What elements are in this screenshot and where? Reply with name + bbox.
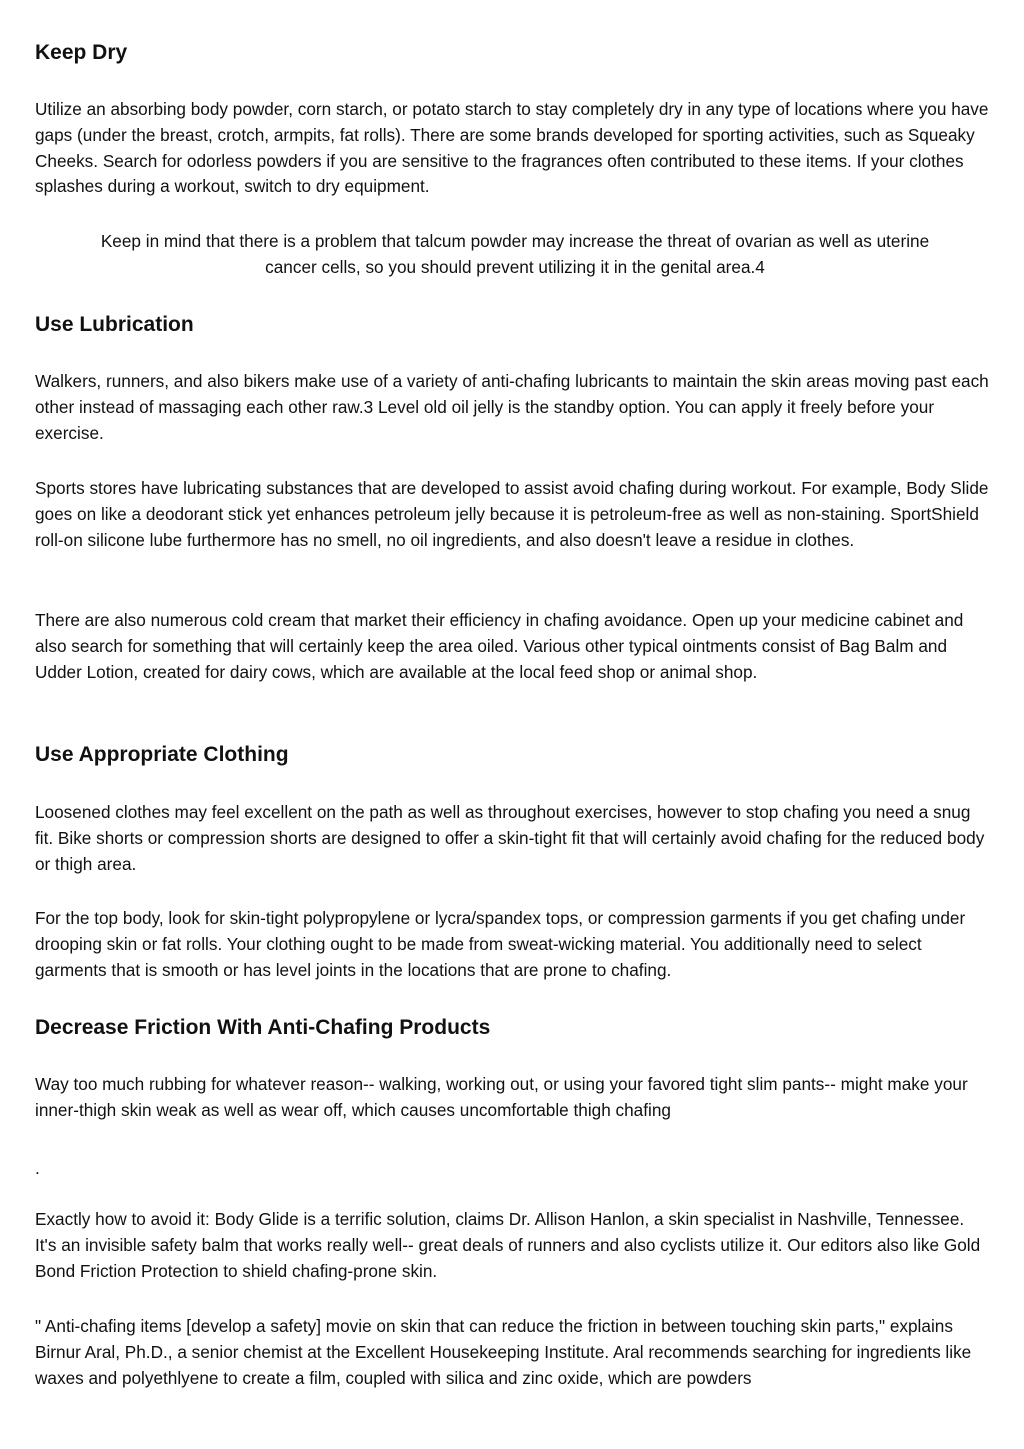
paragraph: Exactly how to avoid it: Body Glide is a terrific solution, claims Dr. Allison Hanlon, a skin specialist in Nashville, Tennessee. It's an invisible safety balm that works really well-- great deals of runners and also cyclists utilize it. Our editors also like Gold Bond Friction Protection to shield chafing-prone skin. xyxy=(35,1209,981,1281)
paragraph: Utilize an absorbing body powder, corn starch, or potato starch to stay completely dry in any type of locations where you have gaps (under the breast, crotch, armpits, fat rolls). There are some brands developed for sporting activities, such as Squeaky Cheeks. Search for odorless powders if you are sensitive to the fragrances often contributed to these items. If your clothes splashes during a workout, switch to dry equipment. xyxy=(35,99,989,197)
paragraph: For the top body, look for skin-tight polypropylene or lycra/spandex tops, or compression garments if you get chafing under drooping skin or fat rolls. Your clothing ought to be made from sweat-wicking material. You additionally need to select garments that is smooth or has level joints in the locations that are prone to chafing. xyxy=(35,908,966,980)
paragraph: Walkers, runners, and also bikers make use of a variety of anti-chafing lubricants to maintain the skin areas moving past each other instead of massaging each other raw.3 Level old oil jelly is the standby option. You can apply it freely before your exercise. xyxy=(35,371,989,443)
paragraph: . xyxy=(35,1158,40,1178)
heading-decrease-friction: Decrease Friction With Anti-Chafing Products xyxy=(35,1016,491,1039)
heading-keep-dry: Keep Dry xyxy=(35,41,128,64)
heading-use-lubrication: Use Lubrication xyxy=(35,313,194,336)
paragraph: " Anti-chafing items [develop a safety] movie on skin that can reduce the friction in between touching skin parts," explains Birnur Aral, Ph.D., a senior chemist at the Excellent Housekeeping Institute. Aral recommends searching for ingredients like waxes and polyethlyene to create a film, coupled with silica and zinc oxide, which are powders xyxy=(35,1316,972,1388)
paragraph: Sports stores have lubricating substances that are developed to assist avoid chafing during workout. For example, Body Slide goes on like a deodorant stick yet enhances petroleum jelly because it is petroleum-free as well as non-staining. SportShield roll-on silicone lube furthermore has no smell, no oil ingredients, and also doesn't leave a residue in clothes. xyxy=(35,478,989,550)
heading-use-appropriate-clothing: Use Appropriate Clothing xyxy=(35,743,289,766)
paragraph: There are also numerous cold cream that market their efficiency in chafing avoidance. Open up your medicine cabinet and also search for something that will certainly keep the area oiled. Various other typical ointments consist of Bag Balm and Udder Lotion, created for dairy cows, which are available at the local feed shop or animal shop. xyxy=(35,610,964,682)
note-paragraph: Keep in mind that there is a problem that talcum powder may increase the threat of ovarian as well as uterine cancer cells, so you should prevent utilizing it in the genital area.4 xyxy=(100,231,930,277)
paragraph: Loosened clothes may feel excellent on the path as well as throughout exercises, however to stop chafing you need a snug fit. Bike shorts or compression shorts are designed to offer a skin-tight fit that will certainly avoid chafing for the reduced body or thigh area. xyxy=(35,802,985,874)
paragraph: Way too much rubbing for whatever reason-- walking, working out, or using your favored tight slim pants-- might make your inner-thigh skin weak as well as wear off, which causes uncomfortable thigh chafing xyxy=(35,1074,968,1120)
